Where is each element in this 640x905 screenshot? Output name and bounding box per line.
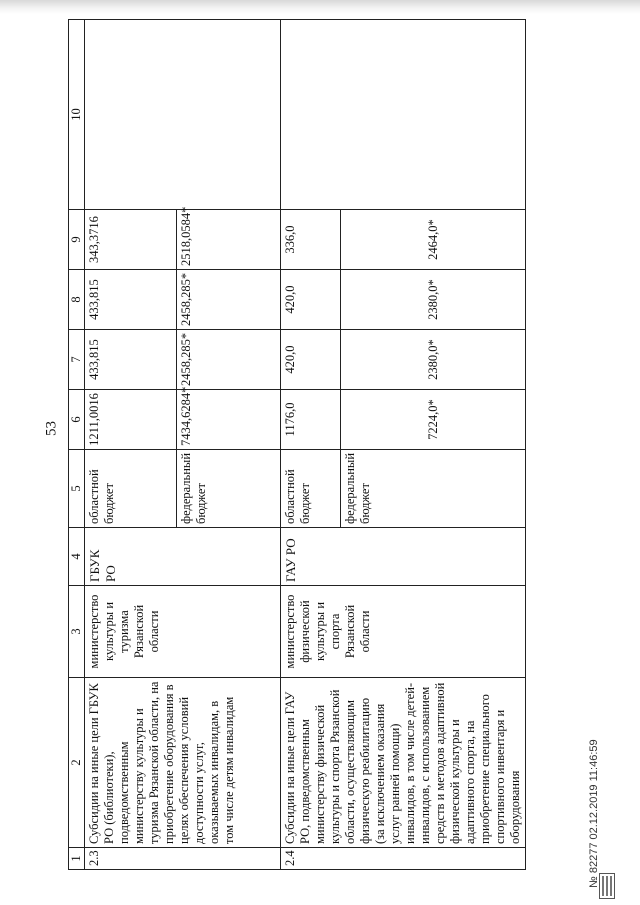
- table-row: [85, 20, 177, 870]
- header-cell: 7: [69, 330, 85, 390]
- value-cell: 343,3716: [85, 210, 177, 270]
- value-cell: 433,815: [85, 270, 177, 330]
- header-cell: 10: [69, 20, 85, 210]
- value-cell: 7224,0*: [341, 390, 526, 450]
- value-cell: 2464,0*: [341, 210, 526, 270]
- funding-source: федеральный бюджет: [177, 450, 281, 528]
- value-cell: 2518,0584*: [177, 210, 281, 270]
- result-cell: [281, 20, 526, 210]
- scan-top-edge: [0, 0, 640, 14]
- registration-stamp-text: № 82277 02.12.2019 11:46:59: [588, 739, 600, 888]
- header-cell: 9: [69, 210, 85, 270]
- measure-text: Субсидии на иные цели ГАУ РО, подведомственным министерству физической культуры и спорта Рязанской области, осуществляющим физическую реабилитацию (за исключением оказания услуг ранней помощи) инвалидов, в том числе детей-инвалидов, с использованием средств и методов адаптивной физической культуры и адаптивного спорта, на приобретение специального спортивного инвентаря и оборудования: [281, 678, 526, 848]
- value-cell: 2380,0*: [341, 270, 526, 330]
- header-cell: 2: [69, 678, 85, 848]
- value-cell: 2458,285*: [177, 270, 281, 330]
- value-cell: 336,0: [281, 210, 341, 270]
- responsible-text: министерство культуры и туризма Рязанской области: [85, 586, 281, 678]
- header-cell: 6: [69, 390, 85, 450]
- budget-table: [68, 19, 526, 870]
- executor-text: ГАУ РО: [281, 528, 526, 586]
- header-row: [69, 20, 85, 870]
- header-cell: 8: [69, 270, 85, 330]
- header-cell: 4: [69, 528, 85, 586]
- measure-text: Субсидии на иные цели ГБУК РО (библиотеки), подведомственным министерству культуры и туризма Рязанской области, на приобретение оборудования в целях обеспечения условий доступности услуг, оказываемых инвалидам, в том числе детям инвалидам: [85, 678, 281, 848]
- executor-text: ГБУК РО: [85, 528, 281, 586]
- value-cell: 2458,285*: [177, 330, 281, 390]
- value-cell: 433,815: [85, 330, 177, 390]
- header-cell: 5: [69, 450, 85, 528]
- value-cell: 1176,0: [281, 390, 341, 450]
- value-cell: 2380,0*: [341, 330, 526, 390]
- rotated-table-container: [68, 40, 522, 870]
- value-cell: 420,0: [281, 330, 341, 390]
- funding-source: областной бюджет: [281, 450, 341, 528]
- value-cell: 7434,6284*: [177, 390, 281, 450]
- row-number: 2.3: [85, 848, 281, 870]
- result-cell: [85, 20, 281, 210]
- registration-stamp-icon: [599, 873, 615, 899]
- page-number: 53: [43, 421, 60, 436]
- table-row: [281, 20, 341, 870]
- value-cell: 1211,0016: [85, 390, 177, 450]
- responsible-text: министерство физической культуры и спорта Рязанской области: [281, 586, 526, 678]
- funding-source: областной бюджет: [85, 450, 177, 528]
- header-cell: 1: [69, 848, 85, 870]
- funding-source: федеральный бюджет: [341, 450, 526, 528]
- header-cell: 3: [69, 586, 85, 678]
- row-number: 2.4: [281, 848, 526, 870]
- value-cell: 420,0: [281, 270, 341, 330]
